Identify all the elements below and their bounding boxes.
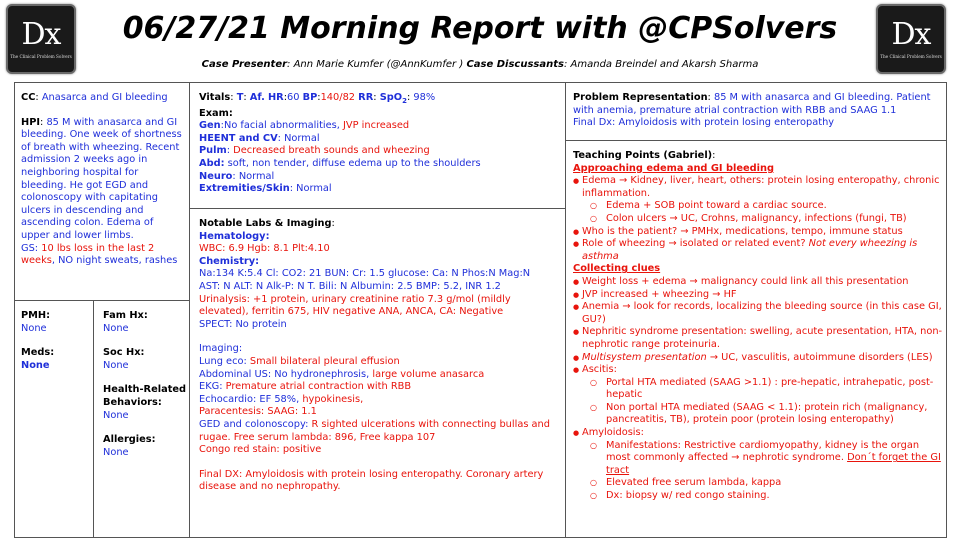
cps-logo-left [6,4,76,74]
presenters-line [90,58,870,71]
social-history-section [103,310,187,530]
exam-heent: HEENT and CV: Normal [199,132,320,144]
gs-rest: , NO night sweats, rashes [51,255,178,267]
logo-tagline: The Clinical Problem Solvers [10,53,72,59]
gs-label: GS: [21,242,42,254]
pmh-meds-section [21,310,91,530]
list-item: ● Multisystem presentation → UC, vasculitis, autoimmune disorders (LES) [573,352,943,365]
problem-final-dx: Final Dx: Amyloidosis with protein losing enteropathy [573,117,835,129]
list-item: ● Who is the patient? → PMHx, medications, tempo, immune status [573,226,943,239]
presenter-label: Case Presenter [201,59,288,70]
imaging-ekg: EKG: Premature atrial contraction with RBB [199,381,412,393]
exam-pulm: Pulm: Decreased breath sounds and wheezing [199,145,430,157]
cps-logo-right [876,4,946,74]
list-item: ● Weight loss + edema → malignancy could link all this presentation [573,276,943,289]
cc-hpi-section [21,92,185,297]
list-item: ● JVP increased + wheezing → HF [573,289,943,302]
hpi-label: HPI [21,116,41,128]
exam-gen: Gen:No facial abnormalities, JVP increased [199,120,410,132]
teaching-points [573,150,943,535]
list-item: ○ Elevated free serum lambda, kappa [582,477,943,490]
divider [189,82,190,538]
list-item: ○ Dx: biopsy w/ red congo staining. [582,490,943,503]
logo-mark: Dx [891,16,931,52]
list-item: ○ Edema + SOB point toward a cardiac source. [582,200,943,213]
exam-abd: Abd: soft, non tender, diffuse edema up to the shoulders [199,157,481,169]
behaviors-label: Health-Related Behaviors: [103,384,187,408]
gs-weight-loss: 10 lbs loss in the last 2 weeks [21,242,155,267]
imaging-abd: Abdominal US: No hydronephrosis, large volume anasarca [199,368,485,380]
logo-tagline: The Clinical Problem Solvers [880,53,942,59]
list-item: ○ Portal HTA mediated (SAAG >1.1) : pre-hepatic, intrahepatic, post-hepatic [582,377,943,402]
soc-hx-value: None [103,359,129,371]
imaging-lung: Lung eco: Small bilateral pleural effusion [199,355,400,367]
urinalysis: Urinalysis: +1 protein, urinary creatinine ratio 7.3 g/mol (mildly elevated), ferritin 675, HIV negative ANA, ANCA, CA: Negative [199,293,511,318]
labs-title: Notable Labs & Imaging: [199,218,335,229]
fam-hx-label: Fam Hx: [103,310,148,321]
allergies-value: None [103,446,129,458]
teaching-section-2: Collecting clues [573,263,661,275]
chemistry-values-1: Na:134 K:5.4 Cl: CO2: 21 BUN: Cr: 1.5 glucose: Ca: N Phos:N Mag:N [199,268,531,280]
teaching-list-1 [573,175,943,263]
list-item: ● Role of wheezing → isolated or related event? Not every wheezing is asthma [573,238,943,263]
soc-hx-label: Soc Hx: [103,347,145,359]
allergies-label: Allergies: [103,434,156,446]
fam-hx-value: None [103,322,129,334]
imaging-echo: Echocardio: EF 58%, hypokinesis, [199,393,364,405]
imaging-ged: GED and colonoscopy: R sighted ulcerations with connecting bullas and rugae. Free serum lambda: 896, Free kappa 107 [199,418,550,443]
hematology-label: Hematology: [199,230,270,242]
list-item: ● Edema → Kidney, liver, heart, others: protein losing enteropathy, chronic inflammation. ○ Edema + SOB point toward a cardiac source. ○ Colon ulcers → UC, Crohns, malignancy, infections (fungi, TB) [573,175,943,225]
list-item: ○ Non portal HTA mediated (SAAG < 1.1): protein rich (malignancy, pancreatitis, TB), protein poor (protein losing enteropathy) [582,402,943,427]
imaging-label: Imaging: [199,343,243,355]
vitals-exam-section [199,92,561,205]
list-item: ● Anemia → look for records, localizing the bleeding source (in this case GI, GU?) [573,301,943,326]
meds-label: Meds: [21,347,55,359]
pmh-value: None [21,322,47,334]
behaviors-value: None [103,409,129,421]
hpi-text: 85 M with anasarca and GI bleeding. One week of shortness of breath with wheezing. Recent admission 2 weeks ago in neighboring hospital for bleeding. He got EGD and colonoscopy with capitating ulcers in descending and ascending colon. Edema of upper and lower limbs. [21,116,182,241]
imaging-congo: Congo red stain: positive [199,444,322,456]
hpi: HPI: 85 M with anasarca and GI bleeding. One week of shortness of breath with wheezing. Recent admission 2 weeks ago in neighboring hospital for bleeding. He got EGD and colonoscopy with capitating ulcers in descending and ascending colon. Edema of upper and lower limbs. [21,116,182,241]
problem-representation [573,92,943,138]
teaching-title: Teaching Points (Gabriel): [573,150,716,161]
meds-value: None [21,359,50,371]
divider [565,140,947,141]
discussants-names: : Amanda Breindel and Akarsh Sharma [563,59,759,70]
chemistry-label: Chemistry: [199,255,260,267]
vitals-line: Vitals: T: Af. HR:60 BP:140/82 RR: SpO$_2$: 98% [199,92,436,105]
chemistry-values-2: AST: N ALT: N Alk-P: N T. Bili: N Albumin: 2.5 BMP: 5.2, INR 1.2 [199,280,501,292]
divider [189,208,566,209]
cc-value: Anasarca and GI bleeding [41,92,168,103]
list-item: ○ Manifestations: Restrictive cardiomyopathy, kidney is the organ most commonly affected → nephrotic syndrome. Don´t forget the GI tract [582,440,943,478]
imaging-paracentesis: Paracentesis: SAAG: 1.1 [199,406,317,418]
divider [565,82,566,538]
page-title: 06/27/21 Morning Report with @CPSolvers [122,11,838,46]
discussants-label: Case Discussants [466,59,564,70]
chief-complaint: CC: Anasarca and GI bleeding [21,92,168,103]
divider [14,300,190,301]
logo-mark: Dx [21,16,61,52]
teaching-list-2 [573,276,943,503]
spect: SPECT: No protein [199,318,287,330]
presenter-name: : Ann Marie Kumfer (@AnnKumfer ) [287,59,467,70]
cc-label: CC [21,92,36,103]
problem-text: Problem Representation: 85 M with anasarca and GI bleeding. Patient with anemia, premature atrial contraction with RBB and SAAG 1.1 [573,92,931,116]
exam-extremities: Extremities/Skin: Normal [199,183,332,195]
divider [93,300,94,538]
list-item: ● Amyloidosis: ○ Manifestations: Restrictive cardiomyopathy, kidney is the organ most commonly affected → nephrotic syndrome. Don´t forget the GI tract ○ Elevated free serum lambda, kappa ○ Dx: biopsy w/ red congo staining. [573,427,943,503]
final-dx: Final DX: Amyloidosis with protein losing enteropathy. Coronary artery disease and no nephropathy. [199,468,544,493]
list-item: ● Ascitis: ○ Portal HTA mediated (SAAG >1.1) : pre-hepatic, intrahepatic, post-hepatic ○ Non portal HTA mediated (SAAG < 1.1): protein rich (malignancy, pancreatitis, TB), protein poor (protein losing enteropathy) [573,364,943,427]
list-item: ● Nephritic syndrome presentation: swelling, acute presentation, HTA, non-nephrotic range proteinuria. [573,326,943,351]
exam-neuro: Neuro: Normal [199,170,275,182]
list-item: ○ Colon ulcers → UC, Crohns, malignancy, infections (fungi, TB) [582,213,943,226]
exam-label: Exam: [199,107,233,119]
hematology-values: WBC: 6.9 Hgb: 8.1 Plt:4.10 [199,243,330,255]
labs-imaging-section [199,218,561,534]
teaching-section-1: Approaching edema and GI bleeding [573,162,774,174]
pmh-label: PMH: [21,310,51,321]
hpi-gs [21,243,185,268]
